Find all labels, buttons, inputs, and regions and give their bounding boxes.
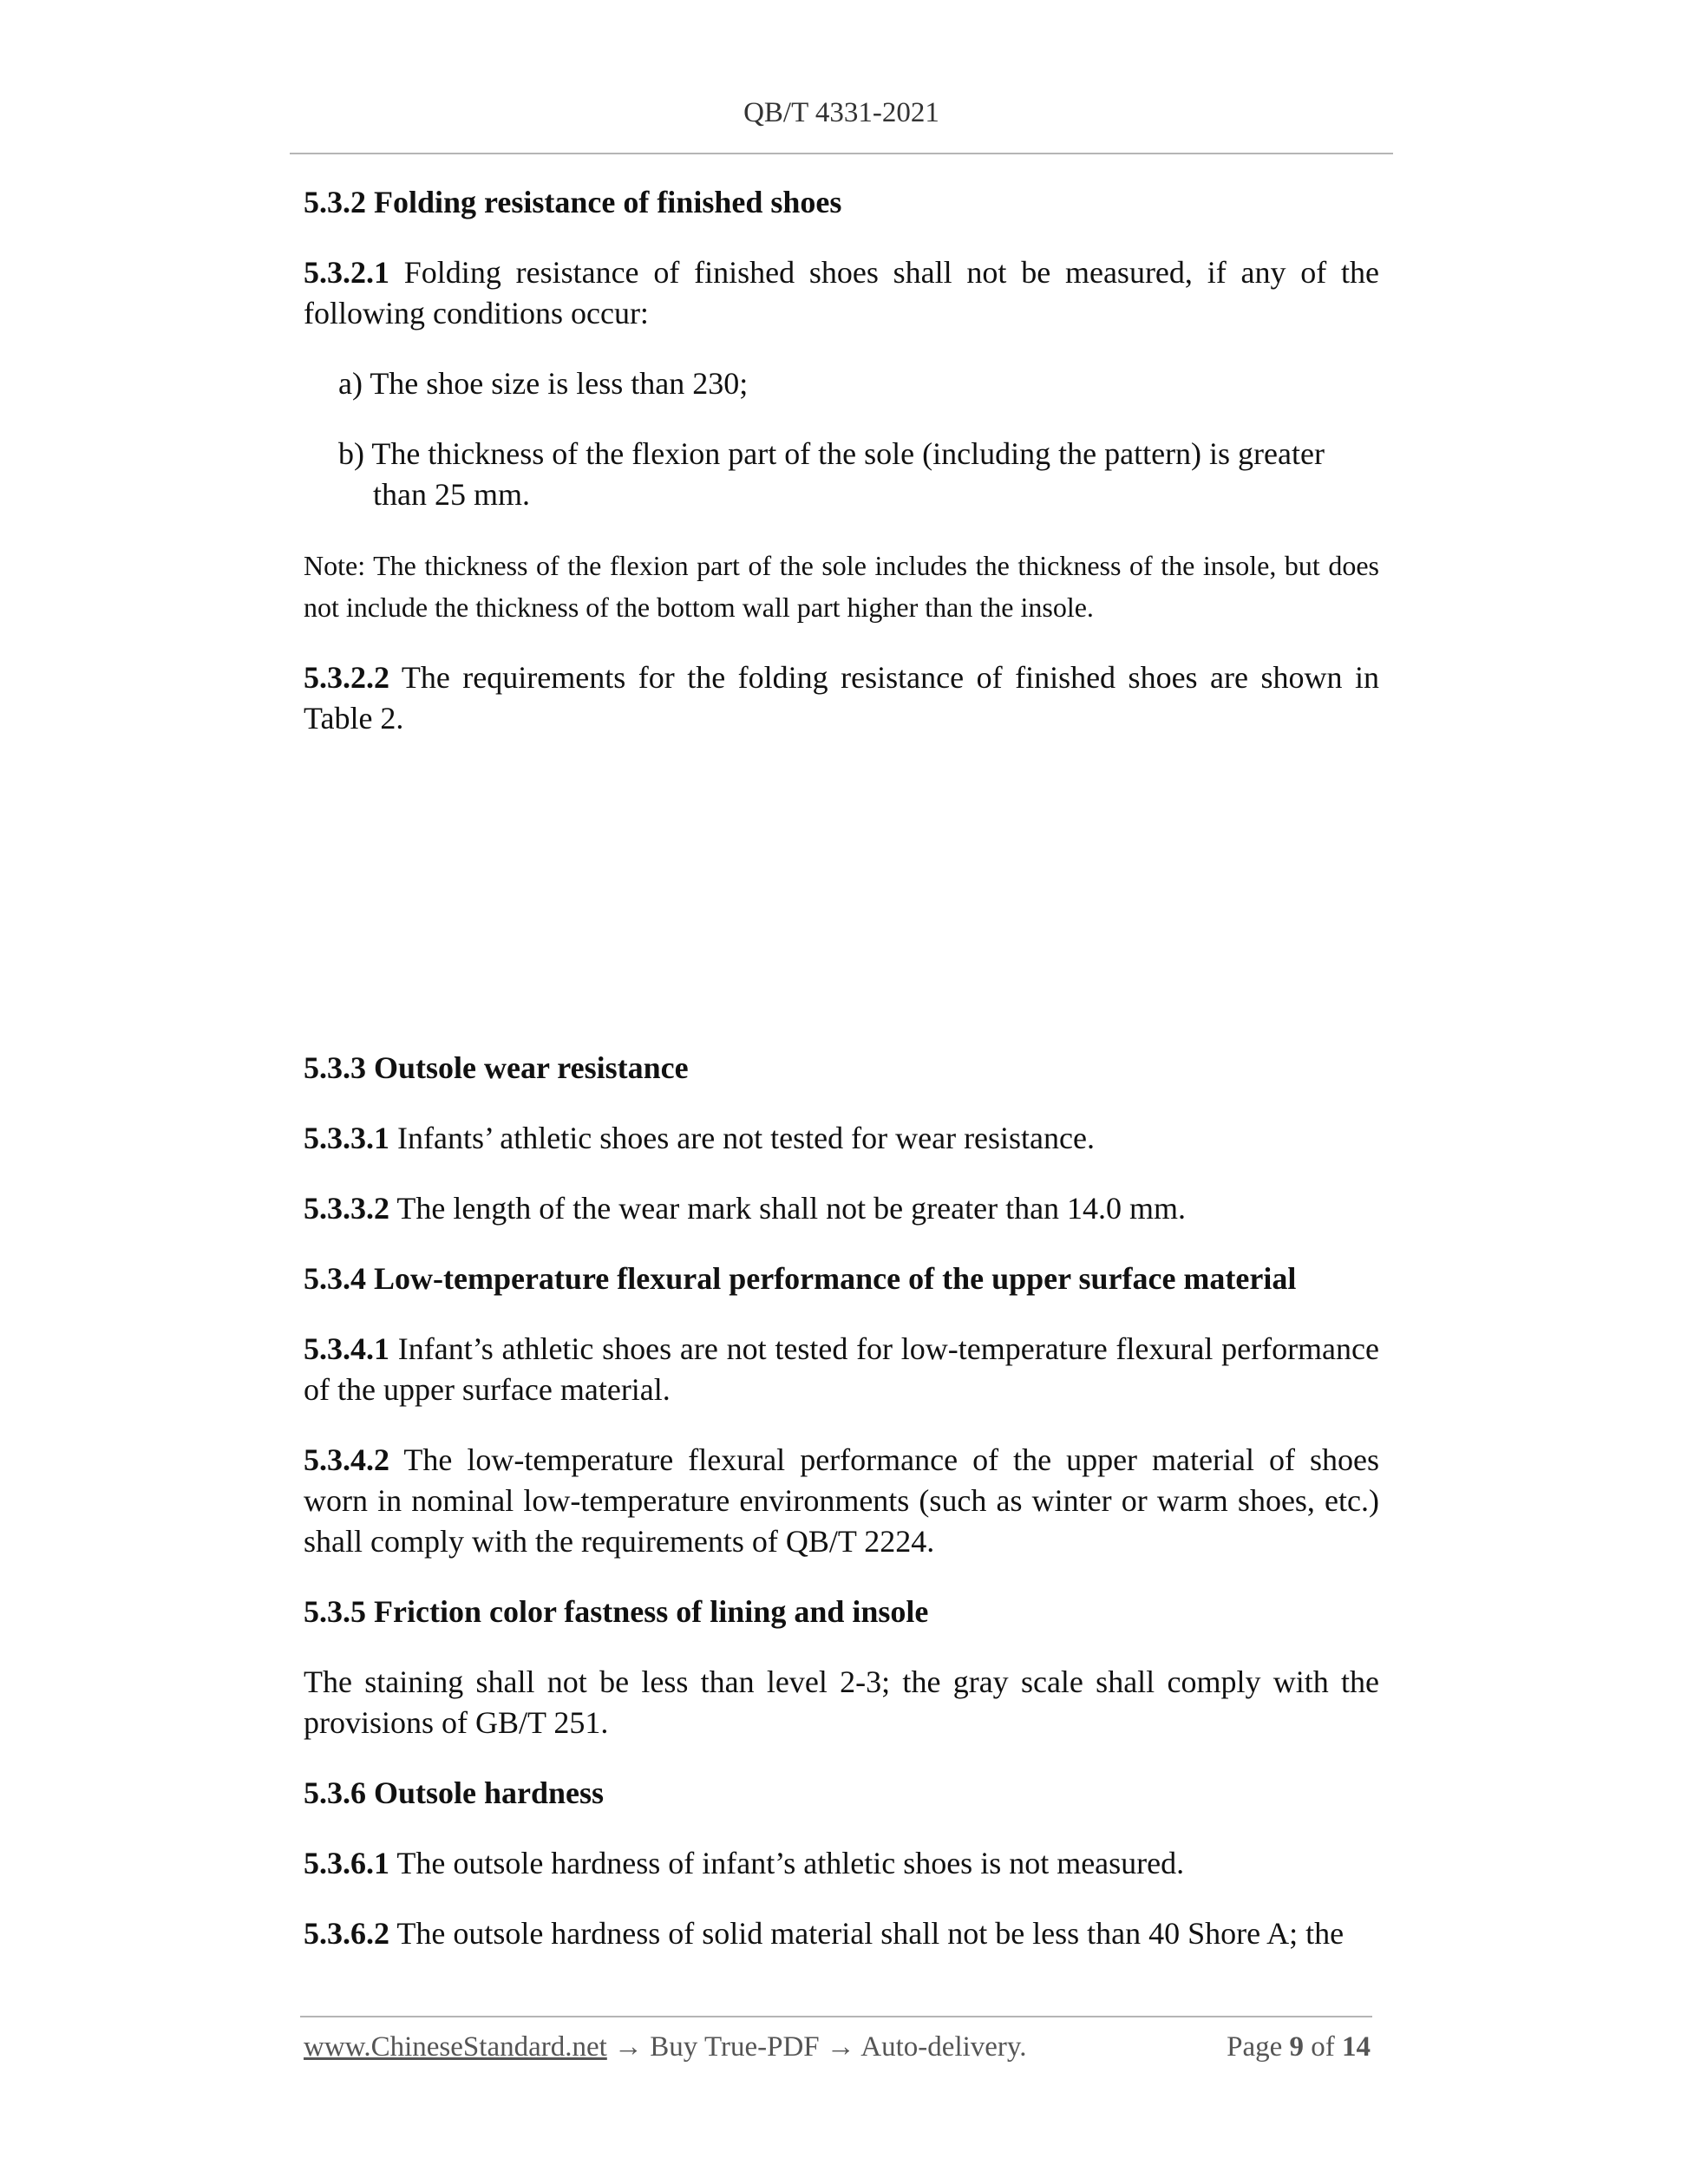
footer-divider (300, 2016, 1372, 2017)
clause-5-3-3-1 (304, 1118, 1379, 1159)
clause-number: 5.3.2.1 (304, 255, 389, 290)
clause-number: 5.3.3.1 (304, 1121, 389, 1155)
clause-number: 5.3.3.2 (304, 1191, 389, 1226)
clause-number: 5.3.2.2 (304, 660, 389, 695)
clause-number: 5.3.4.2 (304, 1442, 389, 1477)
page-indicator (1227, 2031, 1371, 2063)
clause-text: Infants’ athletic shoes are not tested for wear resistance. (389, 1121, 1095, 1155)
clause-text: The low-temperature flexural performance of the upper material of shoes worn in nominal low-temperature environments (such as winter or warm shoes, etc.) shall comply with the requirements of QB/T 2224. (304, 1442, 1379, 1559)
clause-text: The requirements for the folding resistance of finished shoes are shown in Table 2. (304, 660, 1379, 736)
heading-5-3-3: 5.3.3 Outsole wear resistance (304, 1050, 689, 1085)
clause-text: The outsole hardness of solid material shall not be less than 40 Shore A; the (389, 1916, 1345, 1951)
running-header: QB/T 4331-2021 (743, 97, 939, 128)
of-label: of (1304, 2031, 1342, 2063)
clause-5-3-3-2 (304, 1188, 1379, 1229)
website-link[interactable]: www.ChineseStandard.net (304, 2031, 607, 2063)
current-page: 9 (1289, 2031, 1304, 2063)
heading-5-3-2: 5.3.2 Folding resistance of finished shoes (304, 185, 842, 219)
clause-number: 5.3.6.1 (304, 1846, 389, 1880)
list-item-a: a) The shoe size is less than 230; (338, 366, 749, 401)
clause-5-3-6-1 (304, 1843, 1379, 1884)
list-item-b: b) The thickness of the flexion part of the sole (including the pattern) is greater than 25 mm. (338, 436, 1325, 512)
blank-space (304, 768, 1379, 1048)
header-divider (290, 153, 1393, 154)
heading-5-3-4: 5.3.4 Low-temperature flexural performance of the upper surface material (304, 1261, 1297, 1296)
heading-5-3-5: 5.3.5 Friction color fastness of lining and insole (304, 1594, 929, 1629)
clause-5-3-2-2 (304, 657, 1379, 739)
total-pages: 14 (1342, 2031, 1371, 2063)
clause-text: The outsole hardness of infant’s athletic shoes is not measured. (389, 1846, 1185, 1880)
page-body (304, 182, 1379, 1984)
clause-5-3-5-text: The staining shall not be less than level 2-3; the gray scale shall comply with the provisions of GB/T 251. (304, 1664, 1379, 1740)
clause-number: 5.3.6.2 (304, 1916, 389, 1951)
page-label: Page (1227, 2031, 1290, 2063)
clause-text: The length of the wear mark shall not be greater than 14.0 mm. (389, 1191, 1187, 1226)
clause-text: Folding resistance of finished shoes shall not be measured, if any of the following conditions occur: (304, 255, 1379, 330)
clause-5-3-4-2 (304, 1440, 1379, 1562)
note: Note: The thickness of the flexion part of the sole includes the thickness of the insole, but does not include the thickness of the bottom wall part higher than the insole. (304, 550, 1379, 623)
clause-5-3-4-1 (304, 1329, 1379, 1410)
clause-5-3-6-2 (304, 1913, 1379, 1954)
page-footer (304, 2031, 1371, 2063)
heading-5-3-6: 5.3.6 Outsole hardness (304, 1775, 605, 1810)
clause-5-3-2-1 (304, 252, 1379, 334)
footer-tagline: → Buy True-PDF → Auto-delivery. (606, 2031, 1027, 2063)
clause-text: Infant’s athletic shoes are not tested for low-temperature flexural performance of the upper surface material. (304, 1331, 1379, 1407)
clause-number: 5.3.4.1 (304, 1331, 389, 1366)
